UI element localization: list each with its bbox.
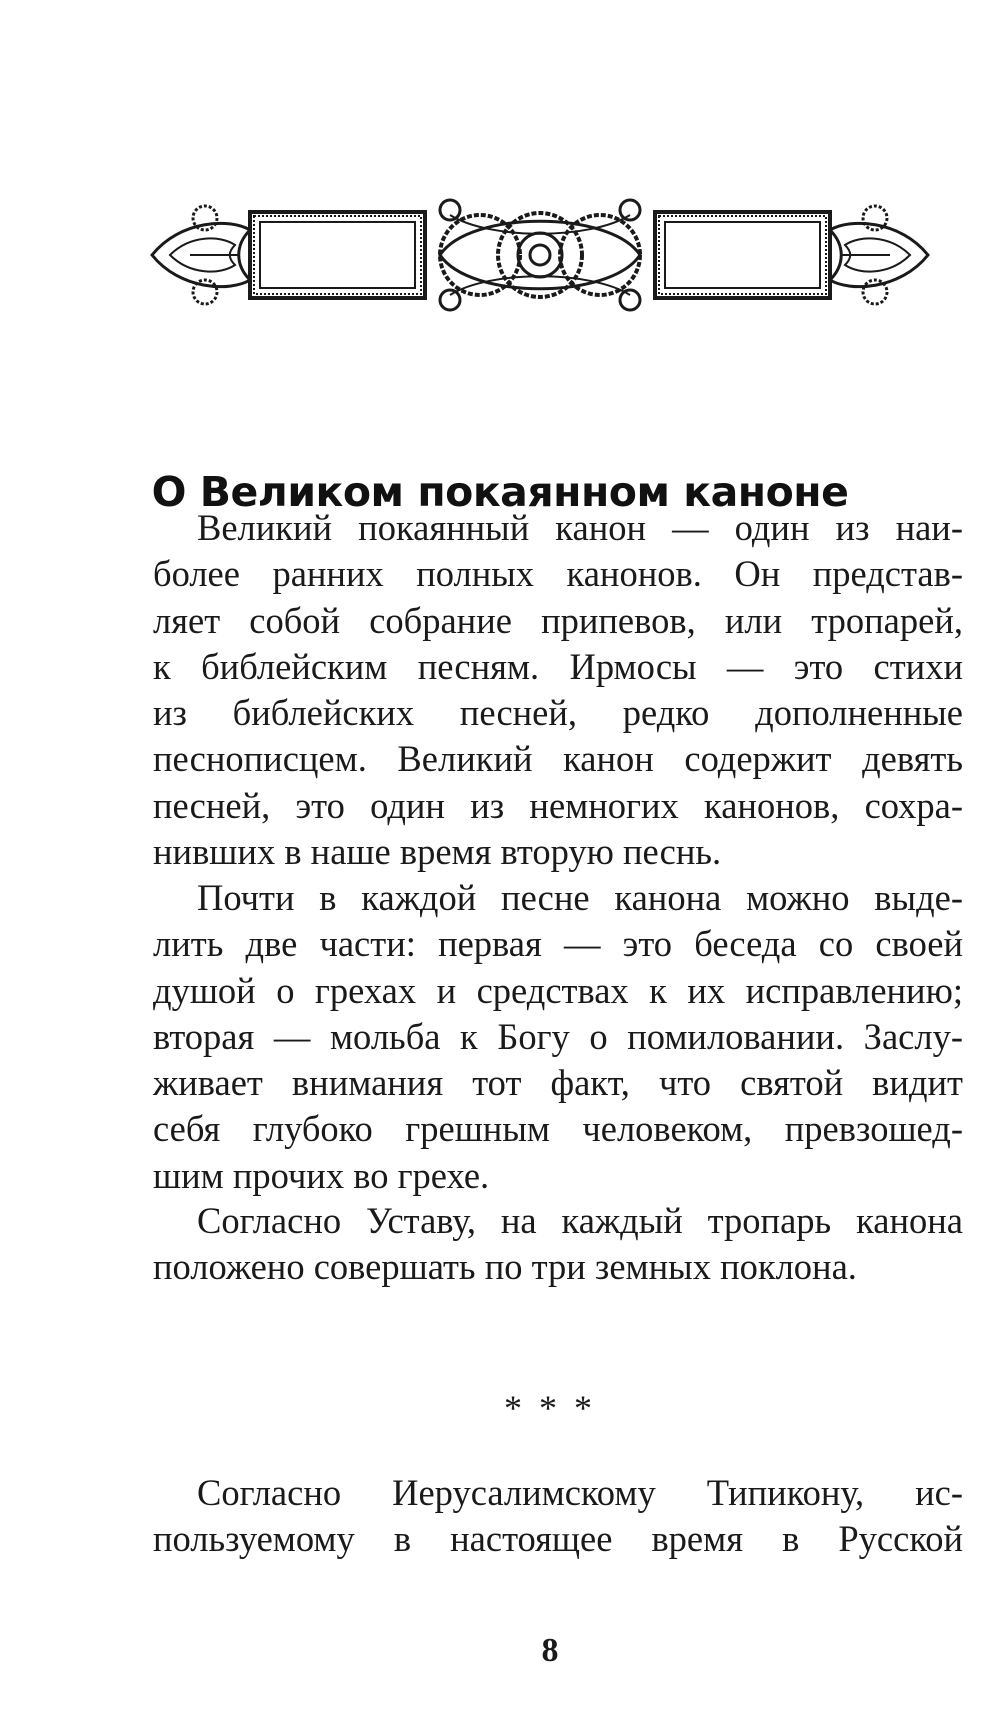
text-line: песнописцем. Великий канон содержит девять bbox=[153, 738, 963, 780]
text-line: душой о грехах и средствах к их исправлению; bbox=[153, 969, 963, 1011]
text-line: ляет собой собрание припевов, или тропарей, bbox=[153, 599, 963, 641]
page-title: О Великом покаянном каноне bbox=[151, 468, 849, 516]
paragraph-2 bbox=[153, 875, 963, 1199]
text-line: Почти в каждой песне канона можно выде- bbox=[197, 877, 963, 918]
text-line: к библейским песням. Ирмосы — это стихи bbox=[153, 645, 963, 687]
text-line: песней, это один из немногих канонов, сохра- bbox=[153, 784, 963, 826]
celtic-knot-ornament-icon bbox=[150, 190, 930, 320]
text-line: шим прочих во грехе. bbox=[153, 1154, 490, 1196]
text-line: более ранних полных канонов. Он представ- bbox=[153, 553, 963, 595]
text-line: положено совершать по три земных поклона. bbox=[153, 1246, 857, 1288]
paragraph-4 bbox=[153, 1470, 963, 1563]
text-line: Согласно Уставу, на каждый тропарь канона bbox=[197, 1200, 963, 1241]
text-line: Согласно Иерусалимскому Типикону, ис- bbox=[197, 1472, 963, 1513]
text-line: из библейских песней, редко дополненные bbox=[153, 692, 963, 734]
page-number: 8 bbox=[541, 1632, 559, 1669]
paragraph-1 bbox=[153, 505, 963, 875]
text-line: вторая — мольба к Богу о помиловании. Заслу- bbox=[153, 1015, 963, 1057]
section-separator: * * * bbox=[504, 1388, 596, 1428]
text-line: нивших в наше время вторую песнь. bbox=[153, 831, 722, 873]
text-line: пользуемому в настоящее время в Русской bbox=[153, 1518, 963, 1560]
text-line: себя глубоко грешным человеком, превзошед- bbox=[153, 1108, 963, 1150]
text-line: живает внимания тот факт, что святой видит bbox=[153, 1062, 963, 1104]
text-line: лить две части: первая — это беседа со своей bbox=[153, 923, 963, 965]
paragraph-3 bbox=[153, 1198, 963, 1291]
text-line: Великий покаянный канон — один из наи- bbox=[197, 507, 963, 548]
